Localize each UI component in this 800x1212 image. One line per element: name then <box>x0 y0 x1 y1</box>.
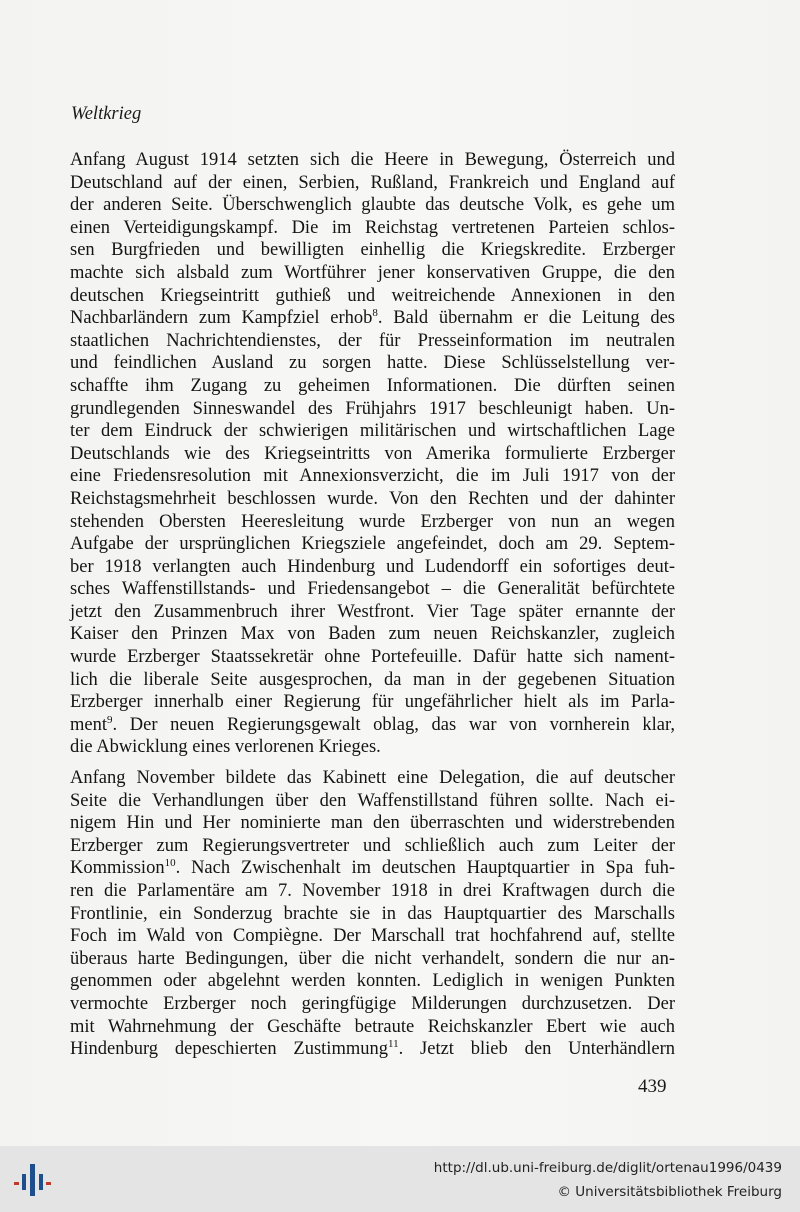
text-line: der anderen Seite. Überschwenglich glaubte das deutsche Volk, es gehe um <box>70 195 675 216</box>
text-line: ment$^9$. Der neuen Regierungsgewalt oblag, das war von vornherein klar, <box>70 713 675 735</box>
text-line: Deutschlands wie des Kriegseintritts von Amerika formulierte Erzberger <box>70 443 675 464</box>
footnote-ref[interactable]: 10 <box>164 857 176 870</box>
text-line: überaus harte Bedingungen, über die nicht verhandelt, sondern die nur an- <box>70 948 675 969</box>
text-line: lich die liberale Seite ausgesprochen, da man in der gegebenen Situation <box>70 669 675 690</box>
text-line: Frontlinie, ein Sonderzug brachte sie in das Hauptquartier des Marschalls <box>70 903 675 924</box>
ub-freiburg-logo-icon <box>12 1160 52 1200</box>
text-line: Seite die Verhandlungen über den Waffenstillstand führen sollte. Nach ei- <box>70 790 675 811</box>
text-line: einen Verteidigungskampf. Die im Reichstag vertretenen Parteien schlos- <box>70 217 675 238</box>
text-line: Anfang November bildete das Kabinett eine Delegation, die auf deutscher <box>70 768 675 788</box>
text-line: Erzberger zum Regierungsvertreter und schließlich auch zum Leiter der <box>70 835 675 856</box>
text-line: jetzt den Zusammenbruch ihrer Westfront. Vier Tage später ernannte der <box>70 601 675 622</box>
viewer-footer <box>0 1146 800 1212</box>
text-line: staatlichen Nachrichtendienstes, der für Presseinformation im neutralen <box>70 330 675 351</box>
text-line: machte sich alsbald zum Wortführer jener konservativen Gruppe, die den <box>70 262 675 283</box>
text-line: grundlegenden Sinneswandel des Frühjahrs 1917 beschleunigt haben. Un- <box>70 398 675 419</box>
text-line: eine Friedensresolution mit Annexionsverzicht, die im Juli 1917 von der <box>70 466 675 487</box>
text-line: wurde Erzberger Staatssekretär ohne Portefeuille. Dafür hatte sich nament- <box>70 647 675 668</box>
text-line: sen Burgfrieden und bewilligten einhellig die Kriegskredite. Erzberger <box>70 240 675 261</box>
text-line: ren die Parlamentäre am 7. November 1918 in drei Kraftwagen durch die <box>70 880 675 901</box>
text-line: schaffte ihm Zugang zu geheimen Informationen. Die dürften seinen <box>70 375 675 396</box>
text-line: vermochte Erzberger noch geringfügige Milderungen durchzusetzen. Der <box>70 993 675 1014</box>
footnote-ref[interactable]: 11 <box>387 1037 399 1050</box>
text-line: Erzberger innerhalb einer Regierung für ungefährlicher hielt als im Parla- <box>70 692 675 713</box>
text-line: Anfang August 1914 setzten sich die Heere in Bewegung, Österreich und <box>70 150 675 170</box>
text-line: Kaiser den Prinzen Max von Baden zum neuen Reichskanzler, zugleich <box>70 624 675 645</box>
source-url-link[interactable]: http://dl.ub.uni-freiburg.de/diglit/ortenau1996/0439 <box>433 1160 782 1176</box>
text-line: Foch im Wald von Compiègne. Der Marschall trat hochfahrend auf, stellte <box>70 926 675 947</box>
text-line: stehenden Obersten Heeresleitung wurde Erzberger von nun an wegen <box>70 511 675 532</box>
text-line: Kommission$^{10}$. Nach Zwischenhalt im deutschen Hauptquartier in Spa fuh- <box>70 857 675 879</box>
text-line: nigem Hin und Her nominierte man den überraschten und widerstrebenden <box>70 813 675 834</box>
footnote-ref[interactable]: 8 <box>372 307 378 319</box>
text-line: Aufgabe der ursprünglichen Kriegsziele angefeindet, doch am 29. Septem- <box>70 534 675 555</box>
text-line: Deutschland auf der einen, Serbien, Rußland, Frankreich und England auf <box>70 172 675 193</box>
paragraph-2 <box>70 767 675 1061</box>
page-number: 439 <box>638 1076 667 1097</box>
text-line: mit Wahrnehmung der Geschäfte betraute Reichskanzler Ebert wie auch <box>70 1016 675 1037</box>
text-line: die Abwicklung eines verlorenen Krieges. <box>70 737 381 758</box>
copyright-notice: © Universitätsbibliothek Freiburg <box>557 1184 782 1200</box>
text-line: ter dem Eindruck der schwierigen militärischen und wirtschaftlichen Lage <box>70 421 675 442</box>
paragraph-1 <box>70 149 675 759</box>
running-header: Weltkrieg <box>71 104 142 124</box>
text-line: Nachbarländern zum Kampfziel erhob$^8$. Bald übernahm er die Leitung des <box>70 307 675 329</box>
footnote-ref[interactable]: 9 <box>107 713 113 726</box>
text-line: und feindlichen Ausland zu sorgen hatte. Diese Schlüsselstellung ver- <box>70 353 675 374</box>
text-line: sches Waffenstillstands- und Friedensangebot – die Generalität befürchtete <box>70 579 675 600</box>
text-line: Hindenburg depeschierten Zustimmung$^{11}$. Jetzt blieb den Unterhändlern <box>70 1037 676 1060</box>
text-line: ber 1918 verlangten auch Hindenburg und Ludendorff ein sofortiges deut- <box>70 556 675 577</box>
text-line: deutschen Kriegseintritt guthieß und weitreichende Annexionen in den <box>70 285 675 306</box>
text-line: genommen oder abgelehnt werden konnten. Lediglich in wenigen Punkten <box>70 971 675 992</box>
text-line: Reichstagsmehrheit beschlossen wurde. Von den Rechten und der dahinter <box>70 488 675 509</box>
